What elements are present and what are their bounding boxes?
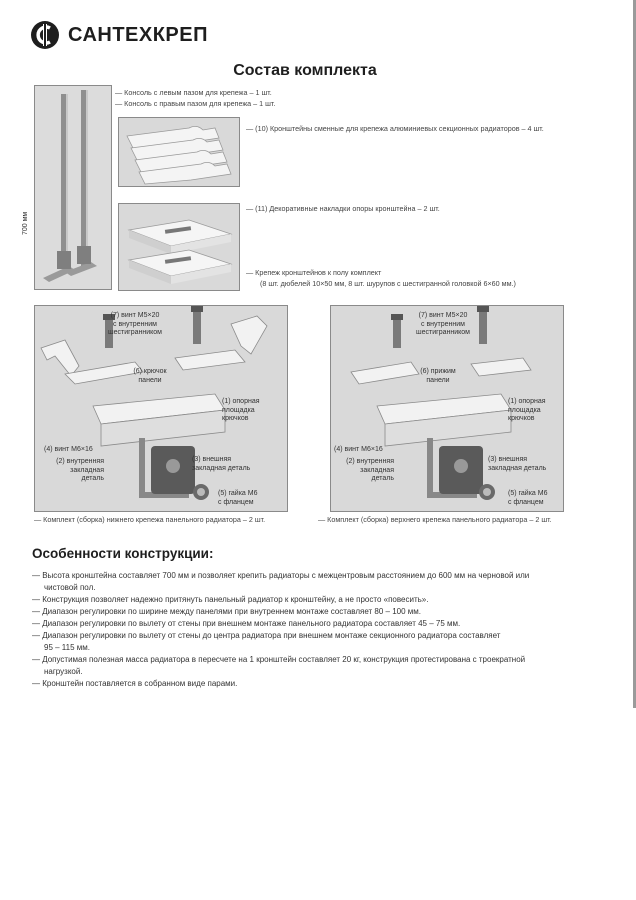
features-title: Особенности конструкции: xyxy=(32,546,214,561)
caption-lower-assembly: — Комплект (сборка) нижнего крепежа панельного радиатора – 2 шт. xyxy=(34,515,266,524)
upper-label-platform: (1) опорная площадка крючков xyxy=(508,398,546,422)
page-title: Состав комплекта xyxy=(233,62,377,79)
lower-label-outer: (3) внешняя закладная деталь xyxy=(192,456,251,472)
caption-upper-assembly: — Комплект (сборка) верхнего крепежа панельного радиатора – 2 шт. xyxy=(318,515,552,524)
lower-label-platform: (1) опорная площадка крючков xyxy=(222,398,260,422)
caption-left-console: — Консоль с левым пазом для крепежа – 1 шт. xyxy=(115,88,272,97)
feature-item: — Диапазон регулировки по ширине между панелями при внутреннем монтаже составляет 80 – 100 мм. xyxy=(32,607,422,616)
height-dimension-label: 700 мм xyxy=(22,211,29,235)
caption-right-console: — Консоль с правым пазом для крепежа – 1 шт. xyxy=(115,99,276,108)
feature-item: — Допустимая полезная масса радиатора в пересчете на 1 кронштейн составляет 20 кг, конструкция протестирована с троекратной нагрузкой. xyxy=(32,655,526,676)
upper-label-clamp: (6) прижим панели xyxy=(420,368,456,384)
upper-label-screw: (7) винт М5×20 с внутренним шестигранником xyxy=(416,312,470,336)
upper-label-inner: (2) внутренняя закладная деталь xyxy=(346,458,394,482)
lower-label-screw: (7) винт М5×20 с внутренним шестигранником xyxy=(108,312,162,336)
caption-floor-mount: — Крепеж кронштейнов к полу комплект xyxy=(246,268,382,277)
feature-item: — Диапазон регулировки по вылету от стены до центра радиатора при внешнем монтаже секционного радиатора составляет 95 – 115 мм. xyxy=(32,631,501,652)
feature-item: — Конструкция позволяет надежно притянуть панельный радиатор к кронштейну, а не просто «повесить». xyxy=(32,595,429,604)
caption-covers: — (11) Декоративные накладки опоры кронштейна – 2 шт. xyxy=(246,204,440,213)
console-photo xyxy=(34,85,112,290)
lower-label-hook: (6) крючок панели xyxy=(133,368,167,384)
caption-brackets: — (10) Кронштейны сменные для крепежа алюминиевых секционных радиаторов – 4 шт. xyxy=(246,124,544,133)
brackets-photo xyxy=(118,117,240,187)
upper-label-nut: (5) гайка М6 с фланцем xyxy=(508,490,548,506)
caption-floor-mount-detail: (8 шт. дюбелей 10×50 мм, 8 шт. шурупов с шестигранной головкой 6×60 мм.) xyxy=(260,279,516,288)
feature-item: — Высота кронштейна составляет 700 мм и позволяет крепить радиаторы с межцентровым расстоянием до 600 мм на черновой или чистовой пол. xyxy=(32,571,530,592)
brand-name: САНТЕХКРЕП xyxy=(68,23,208,46)
brand-header xyxy=(30,20,208,50)
upper-label-outer: (3) внешняя закладная деталь xyxy=(488,456,547,472)
lower-label-nut: (5) гайка М6 с фланцем xyxy=(218,490,258,506)
feature-item: — Диапазон регулировки по вылету от стены при внешнем монтаже панельного радиатора составляет 45 – 75 мм. xyxy=(32,619,461,628)
covers-photo xyxy=(118,203,240,291)
brand-logo-icon xyxy=(30,20,60,50)
lower-label-inner: (2) внутренняя закладная деталь xyxy=(56,458,104,482)
features-list xyxy=(32,570,580,690)
upper-label-bolt: (4) винт М6×16 xyxy=(334,446,383,453)
feature-item: — Кронштейн поставляется в собранном виде парами. xyxy=(32,679,238,688)
lower-label-bolt: (4) винт М6×16 xyxy=(44,446,93,453)
